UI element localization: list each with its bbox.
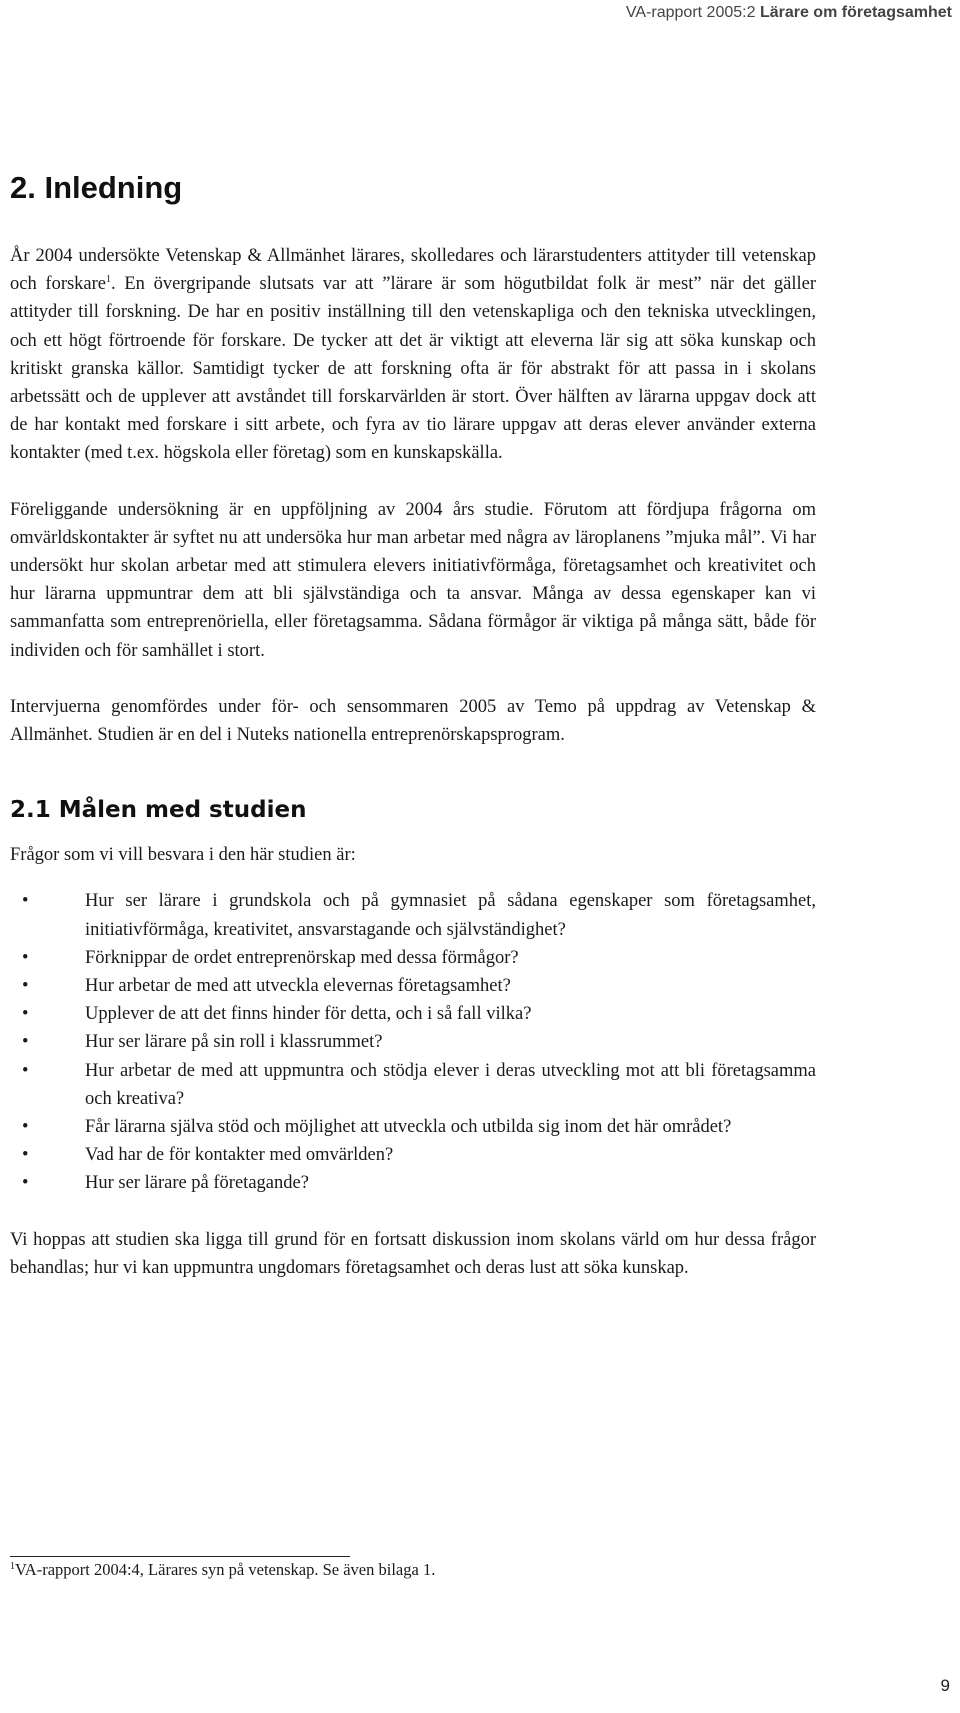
subsection-heading: 2.1 Målen med studien [10, 797, 307, 824]
list-item: • Vad har de för kontakter med omvärlden? [10, 1141, 816, 1169]
paragraph-interviews: Intervjuerna genomfördes under för- och sensommaren 2005 av Temo på uppdrag av Vetenskap & Allmänhet. Studien är en del i Nuteks nationella entreprenörskapsprogram. [10, 696, 816, 746]
list-item: • Hur ser lärare på företagande? [10, 1169, 816, 1197]
report-prefix: VA-rapport 2005:2 [625, 4, 760, 21]
questions-list [10, 887, 816, 1197]
list-item: • Förknippar de ordet entreprenörskap med dessa förmågor? [10, 944, 816, 972]
closing-paragraph: Vi hoppas att studien ska ligga till grund för en fortsatt diskussion inom skolans värld om hur dessa frågor behandlas; hur vi kan uppmuntra ungdomars företagsamhet och deras lust att söka kunskap. [10, 1229, 816, 1278]
list-item: • Får lärarna själva stöd och möjlighet att utveckla och utbilda sig inom det här området? [10, 1113, 816, 1141]
paragraph-intro-text-cont: . En övergripande slutsats var att ”lärare är som högutbildat folk är mest” när det gäller attityder till forskning. De har en positiv inställning till den vetenskapliga och den tekniska utvecklingen, och ett högt förtroende för forskare. De tycker att det är viktigt att eleverna lär sig att söka kunskap och kritiskt granska källor. Samtidigt tycker de att forskning ofta är för abstrakt för att passa in i skolans arbetssätt och de upplever att avståndet till forskarvärlden är stort. Över hälften av lärarna uppgav dock att de har kontakt med forskare i sitt arbete, och fyra av tio lärare uppgav att deras elever använder externa kontakter (med t.ex. högskola eller företag) som en kunskapskälla. [10, 274, 816, 464]
list-item: • Hur ser lärare på sin roll i klassrummet? [10, 1028, 816, 1056]
paragraph-intro-text: År 2004 undersökte Vetenskap & Allmänhet lärares, skolledares och lärarstudenters attityder till vetenskap och forskare [10, 246, 816, 295]
page-number: 9 [940, 1676, 950, 1695]
list-item: • Hur arbetar de med att utveckla elevernas företagsamhet? [10, 972, 816, 1000]
report-title: Lärare om företagsamhet [759, 4, 952, 21]
footnote-text: VA-rapport 2004:4, Lärares syn på vetenskap. Se även bilaga 1. [15, 1560, 436, 1579]
running-header [626, 4, 952, 22]
list-item: • Upplever de att det finns hinder för detta, och i så fall vilka? [10, 1000, 816, 1028]
footnote-divider [10, 1556, 350, 1557]
footnote-reference[interactable]: 1 [106, 274, 112, 286]
section-heading: 2. Inledning [10, 170, 183, 205]
footnote-marker: 1 [10, 1561, 15, 1572]
list-item: • Hur ser lärare i grundskola och på gymnasiet på sådana egenskaper som företagsamhet, initiativförmåga, kreativitet, ansvarstagande och självständighet? [10, 887, 816, 943]
questions-intro: Frågor som vi vill besvara i den här studien är: [10, 845, 356, 866]
paragraph-followup: Föreliggande undersökning är en uppföljning av 2004 års studie. Förutom att fördjupa frågorna om omvärldskontakter är syftet nu att undersöka hur man arbetar med några av läroplanens ”mjuka mål”. Vi har undersökt hur skolan arbetar med att stimulera elevers initiativförmåga, företagsamhet och kreativitet och hur lärarna uppmuntrar dem att bli självständiga och ta ansvar. Många av dessa egenskaper kan vi sammanfatta som entreprenöriella, eller företagsamma. Sådana förmågor är viktiga på många sätt, både för individen och för samhället i stort. [10, 499, 816, 661]
main-content [10, 168, 816, 1310]
footnote [10, 1560, 435, 1580]
list-item: • Hur arbetar de med att uppmuntra och stödja elever i deras utveckling mot att bli företagsamma och kreativa? [10, 1057, 816, 1113]
paragraph-intro [10, 242, 816, 468]
